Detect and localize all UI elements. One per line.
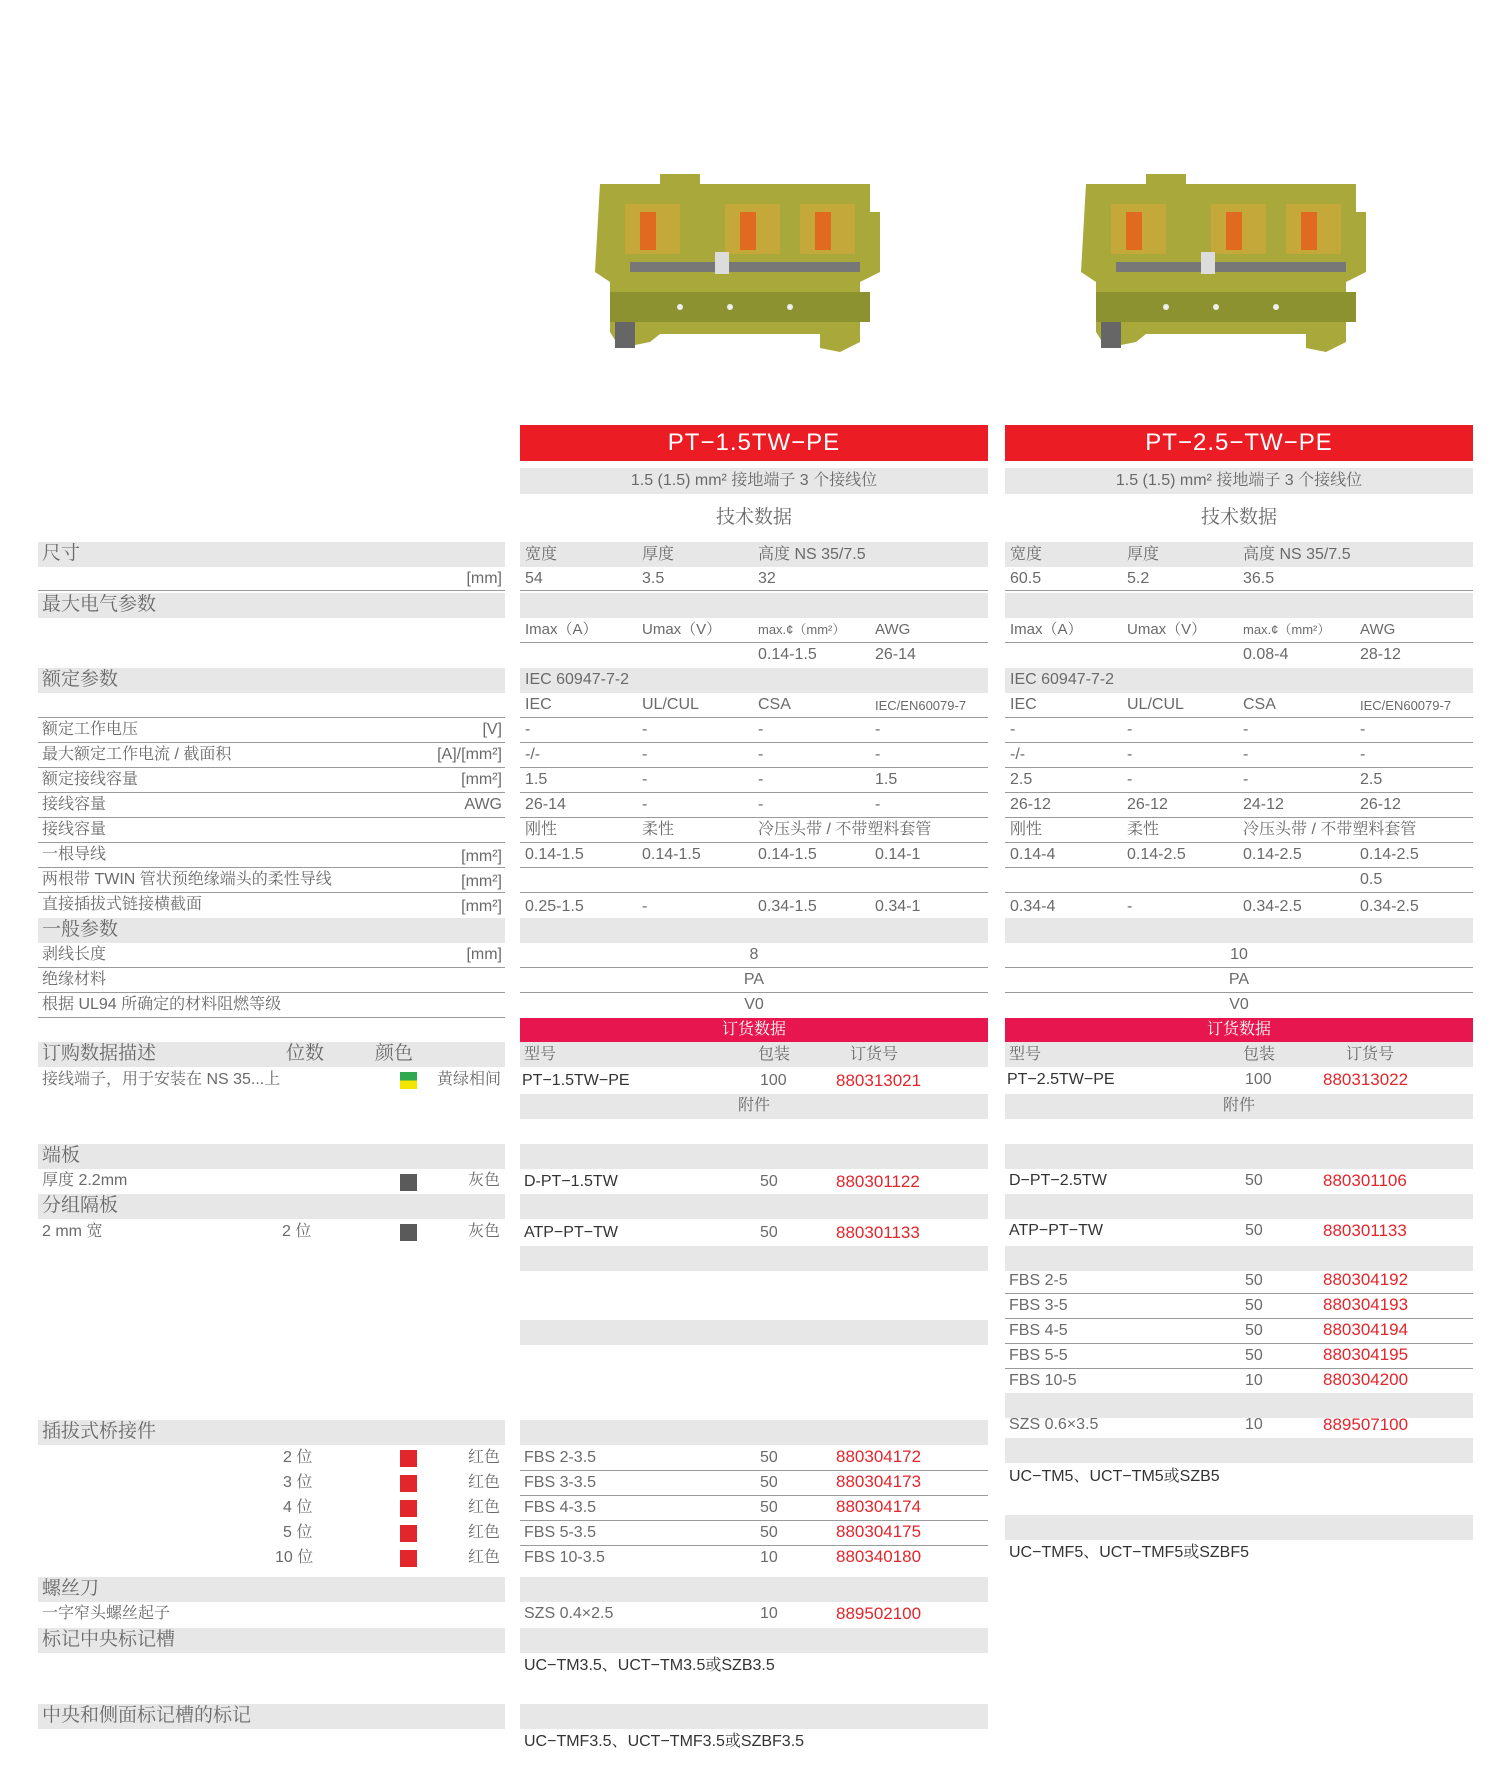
strip-value: 10: [1230, 946, 1248, 963]
cell: -: [642, 898, 648, 915]
cell: 26-12: [1010, 796, 1051, 813]
label-thickness: 厚度 2.2mm: [42, 1172, 128, 1189]
dim-header: 厚度: [642, 546, 675, 563]
product-title: PT−2.5−TW−PE: [1005, 425, 1473, 461]
bridge-pack: 50: [760, 1524, 778, 1541]
dim-header: 宽度: [525, 546, 558, 563]
bridge-pack: 50: [1245, 1272, 1263, 1289]
cell: 2.5: [1360, 771, 1383, 788]
bridge-pack: 50: [760, 1499, 778, 1516]
cell: -: [875, 721, 881, 738]
bridge-number[interactable]: 880304175: [836, 1522, 922, 1541]
dim-header: 厚度: [1127, 546, 1160, 563]
cell: -: [642, 746, 648, 763]
cell: -: [642, 771, 648, 788]
bridge-model: FBS 2-5: [1009, 1272, 1068, 1289]
std-col: UL/CUL: [1127, 696, 1184, 713]
label-row: 一根导线: [42, 846, 107, 863]
cell: 24-12: [1243, 796, 1284, 813]
order-header: 包装: [1243, 1046, 1276, 1063]
order-header: 订货号: [1346, 1046, 1395, 1063]
order-number[interactable]: 880313022: [1323, 1070, 1409, 1089]
acc-model: D−PT−2.5TW: [1009, 1172, 1107, 1189]
wire-header: 刚性: [1010, 821, 1043, 838]
order-pack: 100: [760, 1072, 787, 1089]
label-width2: 2 mm 宽: [42, 1223, 103, 1240]
cell: -: [758, 796, 764, 813]
label-bridge: 插拔式桥接件: [42, 1421, 157, 1442]
label-row: 额定接线容量: [42, 771, 139, 788]
cell: 0.14-4: [1010, 846, 1056, 863]
unit-row: [mm²]: [461, 873, 502, 890]
cell: 0.14-1: [875, 846, 921, 863]
label-marker2: 中央和侧面标记槽的标记: [42, 1705, 252, 1726]
cell: -: [1010, 721, 1016, 738]
std-col: CSA: [758, 696, 791, 713]
acc-model: D-PT−1.5TW: [524, 1173, 618, 1190]
label-marker: 标记中央标记槽: [42, 1629, 176, 1650]
dim-value: 32: [758, 570, 776, 587]
screwdriver-number[interactable]: 889507100: [1323, 1415, 1409, 1434]
bridge-model: FBS 5-5: [1009, 1347, 1068, 1364]
cell: -: [1127, 898, 1133, 915]
tech-title: 技术数据: [715, 507, 792, 528]
product-image-1: [590, 172, 890, 352]
unit-row: [mm²]: [461, 771, 502, 788]
bridge-pack: 10: [760, 1549, 778, 1566]
elec-header: Imax（A）: [525, 621, 598, 638]
dim-header: 高度 NS 35/7.5: [1243, 546, 1351, 563]
material-value: PA: [1228, 971, 1250, 988]
cell: 0.14-2.5: [1243, 846, 1302, 863]
label-row: 直接插拔式链接横截面: [42, 896, 203, 913]
label-general: 一般参数: [42, 919, 119, 940]
cell: -: [1127, 771, 1133, 788]
label-max-elec: 最大电气参数: [42, 594, 157, 615]
label-red: 红色: [468, 1524, 501, 1541]
bridge-pos: 5 位: [283, 1524, 313, 1541]
bridge-number[interactable]: 880304194: [1323, 1320, 1409, 1339]
order-pack: 100: [1245, 1071, 1272, 1088]
elec-header: max.¢（mm²）: [1243, 622, 1331, 637]
tech-title: 技术数据: [1200, 507, 1277, 528]
unit-row: [mm²]: [461, 848, 502, 865]
elec-header: AWG: [875, 621, 911, 638]
elec-header: Umax（V）: [1127, 621, 1207, 638]
bridge-pos: 2 位: [283, 1449, 313, 1466]
label-strip: 剥线长度: [42, 946, 107, 963]
label-red: 红色: [468, 1449, 501, 1466]
cell: 0.25-1.5: [525, 898, 584, 915]
label-partition: 分组隔板: [42, 1195, 119, 1216]
std-col: IEC: [525, 696, 552, 713]
bridge-pos: 3 位: [283, 1474, 313, 1491]
cell: 0.34-1: [875, 898, 921, 915]
dim-value: 60.5: [1010, 570, 1042, 587]
unit-row: [V]: [482, 721, 502, 738]
bridge-model: FBS 3-5: [1009, 1297, 1068, 1314]
elec-header: AWG: [1360, 621, 1396, 638]
cell: -: [758, 746, 764, 763]
red-swatch: [400, 1450, 417, 1467]
cell: 0.34-1.5: [758, 898, 817, 915]
std: IEC 60947-7-2: [1010, 671, 1115, 688]
unit-mm: [mm]: [466, 570, 502, 587]
std-col: IEC: [1010, 696, 1037, 713]
cell: 0.34-2.5: [1243, 898, 1302, 915]
acc-number[interactable]: 880301122: [836, 1172, 920, 1191]
cell: 0.5: [1360, 871, 1383, 888]
dim-header: 高度 NS 35/7.5: [758, 546, 866, 563]
red-swatch: [400, 1550, 417, 1567]
label-gray: 灰色: [468, 1172, 501, 1189]
order-header: 型号: [524, 1046, 557, 1063]
unit-row: [mm²]: [461, 898, 502, 915]
cell: 1.5: [875, 771, 898, 788]
cell: 0.34-2.5: [1360, 898, 1419, 915]
red-swatch: [400, 1500, 417, 1517]
order-model: PT−2.5TW−PE: [1007, 1071, 1115, 1088]
order-title: 订货数据: [1005, 1018, 1473, 1042]
bridge-number[interactable]: 880304172: [836, 1447, 922, 1466]
label-red: 红色: [468, 1499, 501, 1516]
cell: 0.14-1.5: [525, 846, 584, 863]
wire-header: 冷压头带 / 不带塑料套管: [1243, 821, 1417, 838]
screwdriver-pack: 10: [760, 1605, 778, 1622]
dim-header: 宽度: [1010, 546, 1043, 563]
yellow-green-swatch: [400, 1072, 417, 1089]
label-row: 接线容量: [42, 821, 107, 838]
label-row: 接线容量: [42, 796, 107, 813]
acc-number[interactable]: 880301133: [1323, 1221, 1407, 1240]
cell: -/-: [1010, 746, 1026, 763]
dim-value: 36.5: [1243, 570, 1275, 587]
acc-title: 附件: [737, 1097, 770, 1114]
cell: 0.34-4: [1010, 898, 1056, 915]
acc-pack: 50: [1245, 1172, 1263, 1189]
strip-value: 8: [749, 946, 759, 963]
acc-number[interactable]: 880301133: [836, 1223, 920, 1242]
cell: -: [642, 796, 648, 813]
order-title: 订货数据: [520, 1018, 988, 1042]
label-positions: 位数: [286, 1043, 325, 1064]
bridge-model: FBS 2-3.5: [524, 1449, 597, 1466]
bridge-pack: 10: [1245, 1372, 1263, 1389]
acc-model: ATP−PT−TW: [524, 1224, 618, 1241]
bridge-pos: 4 位: [283, 1499, 313, 1516]
label-pos2: 2 位: [282, 1223, 312, 1240]
cell: 26-12: [1360, 796, 1401, 813]
cell: -/-: [525, 746, 541, 763]
material-value: PA: [743, 971, 765, 988]
label-screwdriver-desc: 一字窄头螺丝起子: [42, 1605, 171, 1622]
wire-header: 柔性: [1127, 821, 1160, 838]
order-header: 型号: [1009, 1046, 1042, 1063]
acc-model: ATP−PT−TW: [1009, 1222, 1103, 1239]
std-col: IEC/EN60079-7: [875, 698, 967, 713]
bridge-model: FBS 10-3.5: [524, 1549, 605, 1566]
cell: -: [758, 771, 764, 788]
cell: -: [525, 721, 531, 738]
elec-value: 0.08-4: [1243, 646, 1289, 663]
label-order-desc: 订购数据描述: [42, 1043, 157, 1064]
cell: 0.14-2.5: [1127, 846, 1186, 863]
elec-value: 26-14: [875, 646, 916, 663]
label-screwdriver: 螺丝刀: [42, 1578, 100, 1599]
cell: 2.5: [1010, 771, 1033, 788]
screwdriver-pack: 10: [1245, 1416, 1263, 1433]
label-row: 两根带 TWIN 管状预绝缘端头的柔性导线: [42, 871, 332, 888]
label-color: 颜色: [375, 1043, 414, 1064]
cell: -: [642, 721, 648, 738]
bridge-model: FBS 5-3.5: [524, 1524, 597, 1541]
cell: -: [1127, 746, 1133, 763]
order-header: 包装: [758, 1046, 791, 1063]
cell: 0.14-2.5: [1360, 846, 1419, 863]
order-model: PT−1.5TW−PE: [522, 1072, 630, 1089]
bridge-pos: 10 位: [275, 1549, 314, 1566]
cell: 0.14-1.5: [758, 846, 817, 863]
elec-value: 28-12: [1360, 646, 1401, 663]
cell: -: [1243, 746, 1249, 763]
bridge-number[interactable]: 880304200: [1323, 1370, 1409, 1389]
bridge-pack: 50: [1245, 1322, 1263, 1339]
elec-header: Imax（A）: [1010, 621, 1083, 638]
bridge-number[interactable]: 880304195: [1323, 1345, 1409, 1364]
cell: 26-12: [1127, 796, 1168, 813]
label-red: 红色: [468, 1549, 501, 1566]
bridge-number[interactable]: 880304192: [1323, 1270, 1409, 1289]
wire-header: 刚性: [525, 821, 558, 838]
unit-row: [A]/[mm²]: [437, 746, 502, 763]
dim-value: 3.5: [642, 570, 665, 587]
cell: -: [875, 746, 881, 763]
label-row: 额定工作电压: [42, 721, 139, 738]
acc-title: 附件: [1222, 1097, 1255, 1114]
wire-header: 冷压头带 / 不带塑料套管: [758, 821, 932, 838]
cell: -: [1360, 721, 1366, 738]
marker-1: UC−TM5、UCT−TM5或SZB5: [1009, 1468, 1220, 1485]
bridge-pack: 50: [1245, 1297, 1263, 1314]
ul94-value: V0: [1229, 996, 1249, 1013]
screwdriver-number[interactable]: 889502100: [836, 1604, 922, 1623]
acc-number[interactable]: 880301106: [1323, 1171, 1407, 1190]
cell: 1.5: [525, 771, 548, 788]
screwdriver-model: SZS 0.4×2.5: [524, 1605, 614, 1622]
gray-swatch: [400, 1224, 417, 1241]
marker-1: UC−TM3.5、UCT−TM3.5或SZB3.5: [524, 1657, 775, 1674]
label-row: 最大额定工作电流 / 截面积: [42, 746, 232, 763]
bridge-number[interactable]: 880304174: [836, 1497, 922, 1516]
ul94-value: V0: [744, 996, 764, 1013]
cell: 26-14: [525, 796, 566, 813]
red-swatch: [400, 1525, 417, 1542]
label-ul94: 根据 UL94 所确定的材料阻燃等级: [42, 996, 282, 1013]
cell: -: [875, 796, 881, 813]
acc-pack: 50: [1245, 1222, 1263, 1239]
std-col: IEC/EN60079-7: [1360, 698, 1452, 713]
bridge-pack: 50: [760, 1449, 778, 1466]
bridge-number[interactable]: 880304173: [836, 1472, 922, 1491]
cell: -: [1243, 721, 1249, 738]
bridge-model: FBS 4-5: [1009, 1322, 1068, 1339]
product-subtitle: 1.5 (1.5) mm² 接地端子 3 个接线位: [1115, 472, 1363, 489]
label-rated: 额定参数: [42, 669, 119, 690]
cell: -: [1360, 746, 1366, 763]
std: IEC 60947-7-2: [525, 671, 630, 688]
elec-header: max.¢（mm²）: [758, 622, 846, 637]
order-header: 订货号: [850, 1046, 899, 1063]
marker-2: UC−TMF3.5、UCT−TMF3.5或SZBF3.5: [524, 1733, 805, 1750]
product-image-2: [1076, 172, 1376, 352]
bridge-pack: 50: [760, 1474, 778, 1491]
order-number[interactable]: 880313021: [836, 1071, 922, 1090]
acc-pack: 50: [760, 1224, 778, 1241]
cell: -: [758, 721, 764, 738]
marker-2: UC−TMF5、UCT−TMF5或SZBF5: [1009, 1544, 1250, 1561]
cell: -: [1243, 771, 1249, 788]
std-col: UL/CUL: [642, 696, 699, 713]
elec-header: Umax（V）: [642, 621, 722, 638]
acc-pack: 50: [760, 1173, 778, 1190]
bridge-pack: 50: [1245, 1347, 1263, 1364]
label-insulation: 绝缘材料: [42, 971, 107, 988]
label-order-item: 接线端子，用于安装在 NS 35...上: [42, 1071, 281, 1088]
label-red: 红色: [468, 1474, 501, 1491]
gray-swatch: [400, 1174, 417, 1191]
bridge-model: FBS 10-5: [1009, 1372, 1077, 1389]
std-col: CSA: [1243, 696, 1276, 713]
bridge-number[interactable]: 880304193: [1323, 1295, 1409, 1314]
dim-value: 5.2: [1127, 570, 1150, 587]
product-subtitle: 1.5 (1.5) mm² 接地端子 3 个接线位: [630, 472, 878, 489]
red-swatch: [400, 1475, 417, 1492]
unit-row: AWG: [464, 796, 502, 813]
wire-header: 柔性: [642, 821, 675, 838]
cell: 0.14-1.5: [642, 846, 701, 863]
cell: -: [1127, 721, 1133, 738]
screwdriver-model: SZS 0.6×3.5: [1009, 1416, 1099, 1433]
bridge-number[interactable]: 880340180: [836, 1547, 922, 1566]
bridge-model: FBS 3-3.5: [524, 1474, 597, 1491]
label-end-plate: 端板: [42, 1145, 81, 1166]
label-dimension: 尺寸: [42, 543, 81, 564]
dim-value: 54: [525, 570, 543, 587]
bridge-model: FBS 4-3.5: [524, 1499, 597, 1516]
product-title: PT−1.5TW−PE: [520, 425, 988, 461]
label-gray: 灰色: [468, 1223, 501, 1240]
elec-value: 0.14-1.5: [758, 646, 817, 663]
label-yg: 黄绿相间: [437, 1071, 502, 1088]
unit-strip: [mm]: [466, 946, 502, 963]
